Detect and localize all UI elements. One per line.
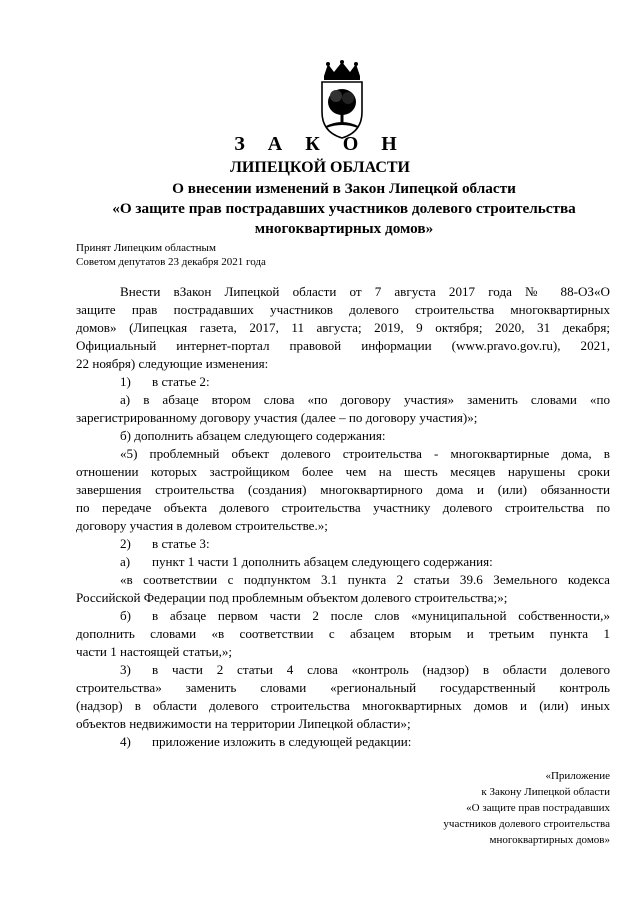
law-title: З А К О Н (234, 133, 406, 155)
item-text: в статье 3: (152, 536, 210, 551)
item-number: 1) (120, 374, 131, 389)
item-line: объектов недвижимости на территории Липецкой области»; (76, 716, 411, 731)
subitem-text: пункт 1 части 1 дополнить абзацем следующего содержания: (152, 554, 493, 569)
item-number: 4) (120, 734, 131, 749)
item-number: 2) (120, 536, 131, 551)
item-line: (надзор) в области долевого строительства многоквартирных домов и (или) иных (76, 698, 610, 713)
subitem-line: в абзаце первом части 2 после слов «муниципальной собственности,» (152, 608, 610, 623)
quote-line: завершения строительства (создания) многоквартирного дома и (или) обязанности (76, 482, 610, 497)
subitem-number: б) (120, 608, 132, 623)
intro-line: защите прав пострадавших участников долевого строительства многоквартирных (76, 302, 610, 317)
intro-line: домов» (Липецкая газета, 2017, 11 августа; 2019, 9 октября; 2020, 31 декабря; (76, 320, 610, 335)
item-line: строительства» заменить словами «региональный государственный контроль (76, 680, 610, 695)
quote-line: «в соответствии с подпунктом 3.1 пункта 2 статьи 39.6 Земельного кодекса (120, 572, 610, 587)
quote-line: договору участия в долевом строительстве.»; (76, 518, 328, 533)
region-title: ЛИПЕЦКОЙ ОБЛАСТИ (230, 159, 410, 176)
subitem-line: зарегистрированному договору участия (далее – по договору участия)»; (76, 410, 478, 425)
item-number: 3) (120, 662, 131, 677)
law-subtitle-line2: «О защите прав пострадавших участников долевого строительства многоквартирных домов» (112, 200, 576, 237)
subitem-line: а) в абзаце втором слова «по договору участия» заменить словами «по (120, 392, 610, 407)
quote-line: по передаче объекта долевого строительства участнику долевого строительства по (76, 500, 610, 515)
intro-line: 22 ноября) следующие изменения: (76, 356, 269, 371)
subitem-line: дополнить словами «в соответствии с абзацем вторым и третьим пункта 1 (76, 626, 610, 641)
subitem-line: части 1 настоящей статьи,»; (76, 644, 233, 659)
item-text: приложение изложить в следующей редакции: (152, 734, 412, 749)
adoption-note: Принят Липецким областным Советом депутатов 23 декабря 2021 года (76, 242, 266, 268)
quote-line: отношении которых застройщиком более чем на шесть месяцев нарушены сроки (76, 464, 610, 479)
subitem-line: б) дополнить абзацем следующего содержания: (120, 428, 386, 443)
intro-line: Официальный интернет-портал правовой информации (www.pravo.gov.ru), 2021, (76, 338, 610, 353)
quote-line: «5) проблемный объект долевого строительства - многоквартирные дома, в (120, 446, 610, 461)
intro-line: Внести вЗакон Липецкой области от 7 августа 2017 года № 88-ОЗ«О (120, 284, 610, 299)
item-text: в статье 2: (152, 374, 210, 389)
law-subtitle-line1: О внесении изменений в Закон Липецкой области (172, 180, 516, 197)
coat-of-arms-icon (316, 60, 368, 140)
appendix-header: «Приложение к Закону Липецкой области «О защите прав пострадавших участников долевого строительства многоквартирных домов» (443, 770, 610, 846)
quote-line: Российской Федерации под проблемным объектом долевого строительства;»; (76, 590, 508, 605)
subitem-number: а) (120, 554, 131, 569)
item-line: в части 2 статьи 4 слова «контроль (надзор) в области долевого (152, 662, 610, 677)
